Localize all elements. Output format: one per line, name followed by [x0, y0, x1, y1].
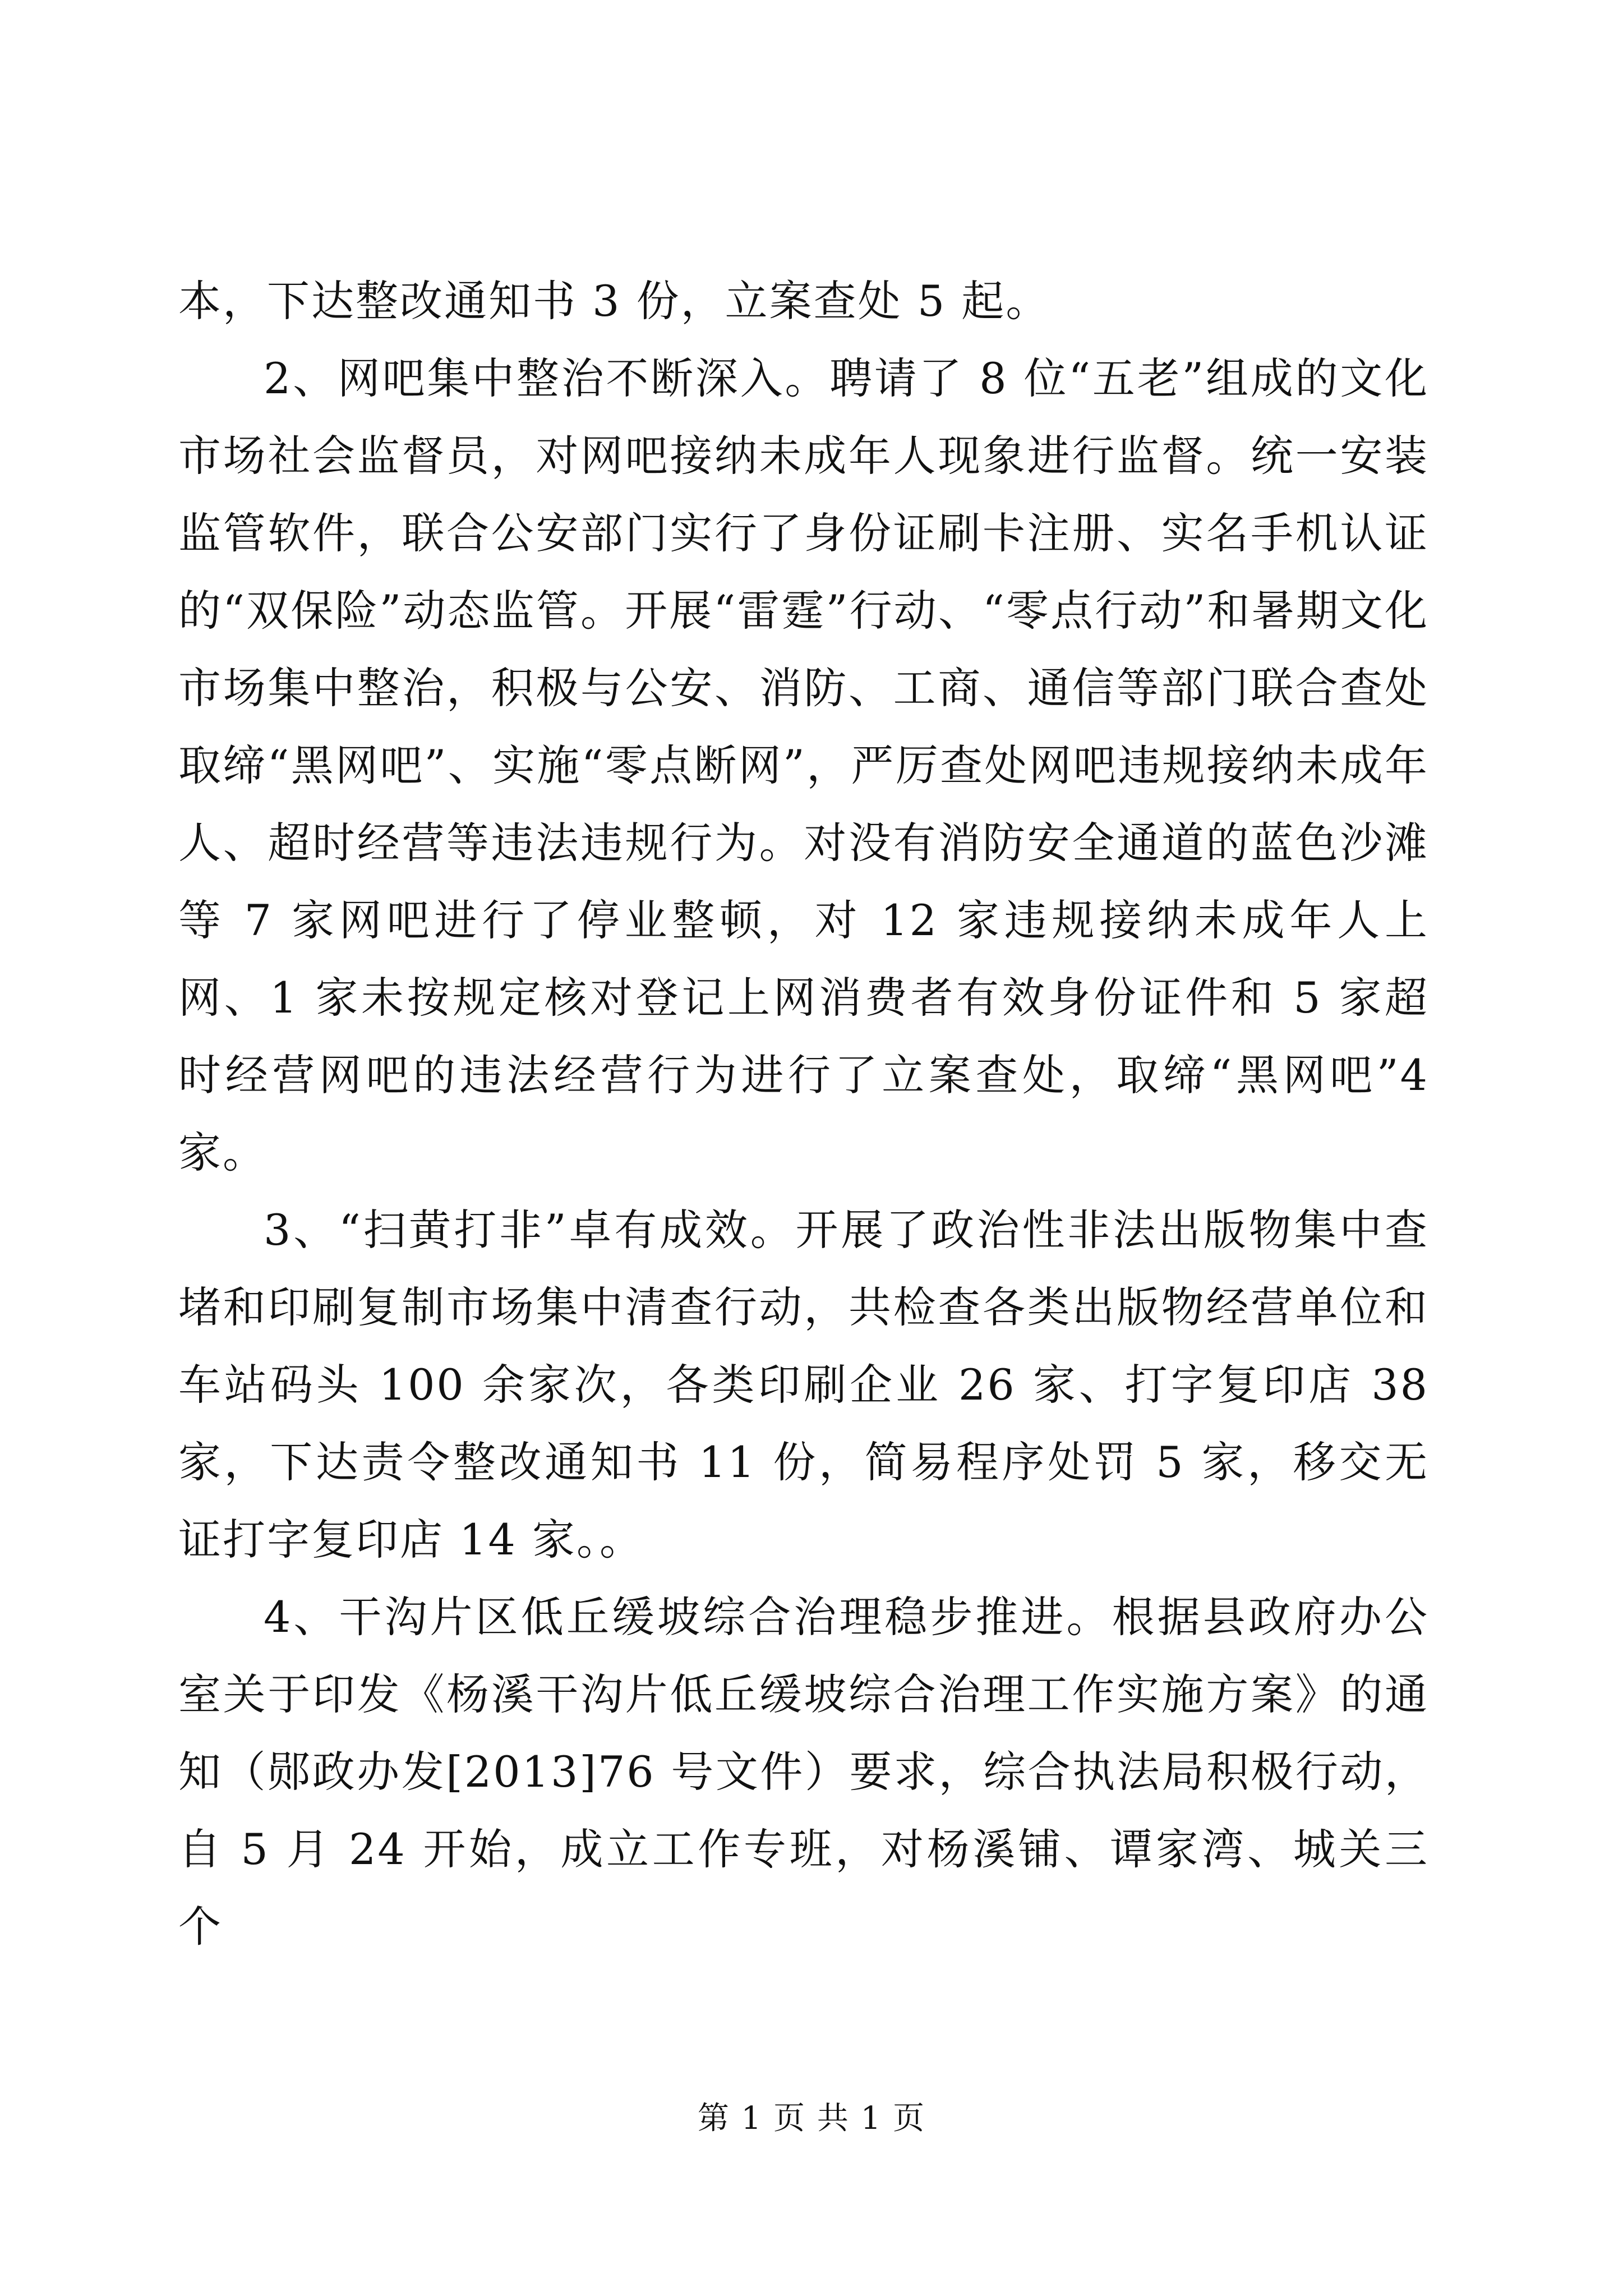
paragraph-internet-cafe: 2、网吧集中整治不断深入。聘请了 8 位“五老”组成的文化市场社会监督员，对网吧接纳未成年人现象进行监督。统一安装监管软件，联合公安部门实行了身份证刷卡注册、实名手机认证的“双保险”动态监管。开展“雷霆”行动、“零点行动”和暑期文化市场集中整治，积极与公安、消防、工商、通信等部门联合查处取缔“黑网吧”、实施“零点断网”，严厉查处网吧违规接纳未成年人、超时经营等违法违规行为。对没有消防安全通道的蓝色沙滩等 7 家网吧进行了停业整顿，对 12 家违规接纳未成年人上网、1 家未按规定核对登记上网消费者有效身份证件和 5 家超时经营网吧的违法经营行为进行了立案查处，取缔“黑网吧”4 家。	[178, 353, 1429, 1177]
page-footer: 第 1 页 共 1 页	[697, 2100, 926, 2137]
paragraph-anti-pornography: 3、“扫黄打非”卓有成效。开展了政治性非法出版物集中查堵和印刷复制市场集中清查行动，共检查各类出版物经营单位和车站码头 100 余家次，各类印刷企业 26 家、打字复印店 38 家，下达责令整改通知书 11 份，简易程序处罚 5 家，移交无证打字复印店 14 家。。	[178, 1205, 1429, 1565]
document-body	[178, 263, 1429, 1966]
paragraph-slope-governance: 4、干沟片区低丘缓坡综合治理稳步推进。根据县政府办公室关于印发《杨溪干沟片低丘缓坡综合治理工作实施方案》的通知（郧政办发[2013]76 号文件）要求，综合执法局积极行动，自 5 月 24 开始，成立工作专班，对杨溪铺、谭家湾、城关三个	[178, 1592, 1429, 1952]
paragraph-continuation: 本，下达整改通知书 3 份，立案查处 5 起。	[178, 276, 1050, 326]
